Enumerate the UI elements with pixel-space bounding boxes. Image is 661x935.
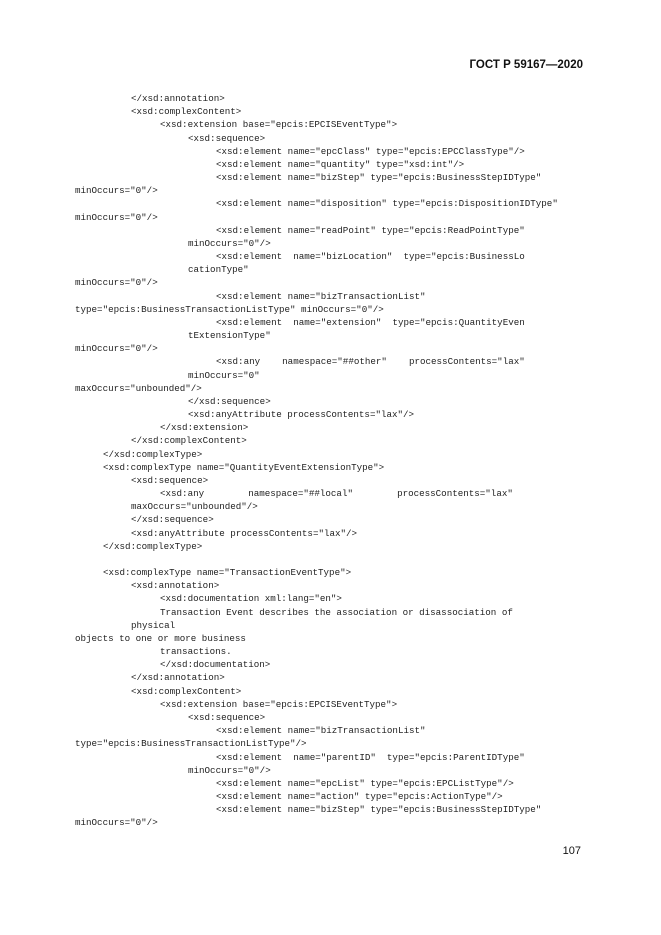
code-line: </xsd:complexType> [103,448,203,460]
code-line: </xsd:complexType> [103,540,203,552]
code-line: <xsd:any namespace="##other" processContents="lax" [216,356,525,368]
code-line: <xsd:anyAttribute processContents="lax"/> [131,527,358,539]
code-line: <xsd:extension base="epcis:EPCISEventType"> [160,119,398,131]
code-line: maxOccurs="unbounded"/> [75,382,202,394]
code-line: <xsd:documentation xml:lang="en"> [160,593,342,605]
code-line: <xsd:complexType name="TransactionEventType"> [103,567,352,579]
code-line: <xsd:element name="disposition" type="epcis:DispositionIDType" [216,198,558,210]
code-line: <xsd:complexContent> [131,106,242,118]
code-line: </xsd:sequence> [131,514,214,526]
code-line: cationType" [188,264,249,276]
code-line: </xsd:sequence> [188,395,271,407]
code-line: <xsd:sequence> [188,711,266,723]
code-line: <xsd:element name="epcList" type="epcis:EPCListType"/> [216,777,514,789]
code-line: minOccurs="0"/> [188,237,271,249]
code-line: type="epcis:BusinessTransactionListType" minOccurs="0"/> [75,303,384,315]
code-line: minOccurs="0"/> [188,764,271,776]
code-line: <xsd:element name="bizLocation" type="epcis:BusinessLo [216,251,525,263]
code-line: physical [131,619,176,631]
code-line: </xsd:extension> [160,422,249,434]
code-line: <xsd:element name="parentID" type="epcis:ParentIDType" [216,751,525,763]
code-line: <xsd:element name="epcClass" type="epcis:EPCClassType"/> [216,145,525,157]
code-line: <xsd:sequence> [188,132,266,144]
document-code-header: ГОСТ Р 59167—2020 [469,59,583,71]
code-line: transactions. [160,646,232,658]
code-line: <xsd:element name="action" type="epcis:ActionType"/> [216,791,503,802]
code-line: minOccurs="0"/> [75,277,158,289]
code-line: <xsd:sequence> [131,474,209,486]
code-line: minOccurs="0"/> [75,343,158,355]
code-line: minOccurs="0"/> [75,185,158,197]
code-line: <xsd:complexType name="QuantityEventExtensionType"> [103,461,385,473]
code-line: minOccurs="0"/> [75,211,158,223]
code-line: minOccurs="0"/> [75,817,158,829]
page-number: 107 [562,845,581,857]
code-line: tExtensionType" [188,330,271,342]
code-line: </xsd:annotation> [131,672,225,684]
code-line: <xsd:annotation> [131,580,220,592]
code-line: <xsd:element name="bizTransactionList" [216,290,426,302]
code-line: <xsd:element name="quantity" type="xsd:int"/> [216,158,465,170]
code-line: <xsd:any namespace="##local" processContents="lax" [160,488,513,500]
code-line: minOccurs="0" [188,369,260,381]
code-line: <xsd:element name="bizStep" type="epcis:BusinessStepIDType" [216,172,542,184]
code-line: </xsd:annotation> [131,93,225,104]
code-line: maxOccurs="unbounded"/> [131,501,258,513]
code-line: </xsd:documentation> [160,659,271,671]
code-line: <xsd:extension base="epcis:EPCISEventType"> [160,698,398,710]
code-line: <xsd:element name="readPoint" type="epcis:ReadPointType" [216,224,525,236]
code-line: <xsd:element name="bizTransactionList" [216,725,426,737]
code-line: Transaction Event describes the association or disassociation of [160,606,513,618]
code-line: type="epcis:BusinessTransactionListType"/> [75,738,307,750]
code-line: <xsd:complexContent> [131,685,242,697]
code-line: <xsd:element name="extension" type="epcis:QuantityEven [216,316,525,328]
code-line: objects to one or more business [75,632,246,644]
code-line: <xsd:anyAttribute processContents="lax"/> [188,409,415,421]
code-line: <xsd:element name="bizStep" type="epcis:BusinessStepIDType" [216,804,542,816]
code-line: </xsd:complexContent> [131,435,247,447]
